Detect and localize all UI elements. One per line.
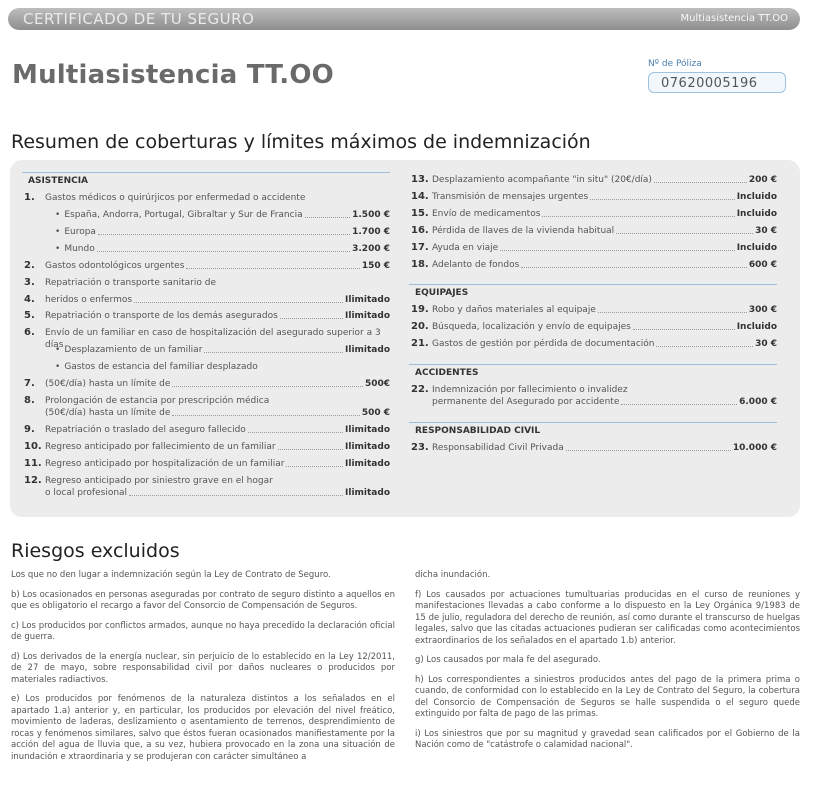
row-number: 20. [411,321,429,332]
row-number: 1. [24,192,35,203]
row-number: 18. [411,259,429,270]
section-title-accidentes: ACCIDENTES [409,364,777,379]
row-value: Ilimitado [345,459,390,469]
row-number: 11. [24,458,42,469]
row-value: Ilimitado [345,425,390,435]
row-label: • Europa [55,226,96,238]
riesgos-paragraph: c) Los producidos por conflictos armados, aunque no haya precedido la declaración oficial de guerra. [11,620,395,642]
row-label: (50€/día) hasta un límite de [45,408,171,418]
row-number: 15. [411,208,429,219]
row-value: Ilimitado [345,311,390,321]
row-value: 300 € [748,305,777,315]
row-number: 17. [411,242,429,253]
row-value: Ilimitado [345,345,390,355]
row-value: 3.200 € [352,244,390,254]
row-number: 5. [24,310,35,321]
row-number: 10. [24,441,42,452]
row-value: 1.700 € [352,227,390,237]
row-label: • Desplazamiento de un familiar [55,344,202,356]
row-value: Incluido [736,209,777,219]
row-value: 500€ [364,379,390,389]
row-label: • España, Andorra, Portugal, Gibraltar y Sur de Francia [55,209,303,221]
row-label: Regreso anticipado por siniestro grave en el hogar [45,476,273,486]
row-label: Adelanto de fondos [432,260,520,270]
row-number: 19. [411,304,429,315]
row-value: Incluido [736,322,777,332]
row-label: Repatriación o transporte de los demás asegurados [45,311,278,321]
row-value: 30 € [755,226,777,236]
row-value: 1.500 € [352,210,390,220]
riesgos-paragraph: dicha inundación. [415,570,491,580]
row-value: Incluido [736,192,777,202]
row-label: • Mundo [55,243,95,255]
riesgos-paragraph: g) Los causados por mala fe del asegurado. [415,655,601,665]
row-label: Gastos médicos o quirúrjicos por enfermedad o accidente [45,193,306,203]
riesgos-paragraph: b) Los ocasionados en personas aseguradas por contrato de seguro distinto a aquellos en que es obligatorio el recargo a favor del Consorcio de Compensación de Seguros. [11,589,395,611]
row-label: Repatriación o traslado del aseguro fallecido [45,425,246,435]
riesgos-paragraph: f) Los causados por actuaciones tumultuarias producidas en el curso de reuniones y manifestaciones llevadas a cabo conforme a lo dispuesto en la Ley Orgánica 9/1983 de 15 de julio, reguladora del derecho de reunión, así como durante el transcurso de huelgas legales, salvo que las citadas actuaciones pudieran ser calificadas como acontecimientos extraordinarios de los señalados en el apartado 1.b) anterior. [415,589,800,646]
section-title-asistencia: ASISTENCIA [22,172,390,187]
row-label: Responsabilidad Civil Privada [432,443,564,453]
row-value: 10.000 € [732,443,777,453]
riesgos-heading: Riesgos excluidos [11,540,180,562]
row-number: 21. [411,338,429,349]
riesgos-paragraph: i) Los siniestros que por su magnitud y gravedad sean calificados por el Gobierno de la Nación como de "catástrofe o calamidad nacional". [415,728,800,750]
row-number: 7. [24,378,35,389]
poliza-number-field: 07620005196 [648,72,786,93]
row-label: Búsqueda, localización y envío de equipajes [432,322,631,332]
row-label: Gastos de gestión por pérdida de documentación [432,339,655,349]
resumen-heading: Resumen de coberturas y límites máximos de indemnización [11,131,591,153]
row-value: 30 € [755,339,777,349]
row-number: 6. [24,327,35,338]
row-value: Ilimitado [345,442,390,452]
section-title-responsabilidad: RESPONSABILIDAD CIVIL [409,422,777,437]
row-value: Ilimitado [345,488,390,498]
row-value: 600 € [748,260,777,270]
coverage-panel [10,160,800,517]
riesgos-right-column [415,570,800,760]
row-number: 22. [411,384,429,395]
row-label: Regreso anticipado por hospitalización de un familiar [45,459,285,469]
row-value: Ilimitado [345,295,390,305]
row-value: Incluido [736,243,777,253]
row-label: Pérdida de llaves de la vivienda habitual [432,226,615,236]
section-title-equipajes: EQUIPAJES [409,284,777,299]
brand-title: Multiasistencia TT.OO [12,60,334,90]
row-number: 8. [24,395,35,406]
row-number: 2. [24,260,35,271]
banner-brand: Multiasistencia TT.OO [680,13,788,24]
riesgos-paragraph: e) Los producidos por fenómenos de la naturaleza distintos a los señalados en el apartado 1.a) anterior y, en particular, los producidos por elevación del nivel freático, movimiento de laderas, deslizamiento o asentamiento de terrenos, desprendimiento de rocas y fenómenos similares, salvo que éstos fueran ocasionados manifiestamente por la acción del agua de lluvia que, a su vez, hubiera provocado en la zona una situación de inundación e xtraordinaria y se produjeran con carácter simultáneo a [11,694,395,762]
row-number: 9. [24,424,35,435]
row-label: Gastos odontológicos urgentes [45,261,185,271]
row-number: 16. [411,225,429,236]
row-number: 14. [411,191,429,202]
row-value: 500 € [361,408,390,418]
row-number: 12. [24,475,42,486]
row-label: Desplazamiento acompañante "in situ" (20€/día) [432,175,652,185]
row-value: 200 € [748,175,777,185]
row-label: o local profesional [45,488,128,498]
row-label: heridos o enfermos [45,295,133,305]
row-label: Indemnización por fallecimiento o invalidez [432,385,628,395]
row-label: permanente del Asegurado por accidente [432,397,620,407]
row-label: • Gastos de estancia del familiar desplazado [55,362,258,372]
row-value: 6.000 € [739,397,777,407]
row-number: 23. [411,442,429,453]
row-label: (50€/día) hasta un límite de [45,379,171,389]
top-banner [8,8,800,30]
row-label: Envío de un familiar en caso de hospitalización del asegurado superior a 3 días [45,328,381,350]
row-label: Transmisión de mensajes urgentes [432,192,589,202]
row-label: Robo y daños materiales al equipaje [432,305,596,315]
riesgos-paragraph: h) Los correspondientes a siniestros producidos antes del pago de la primera prima o cuando, de conformidad con lo establecido en la Ley de Contrato del Seguro, la cobertura del Consorcio de Compensación de Seguros se halle suspendida o el seguro quede extinguido por falta de pago de las primas. [415,674,800,719]
row-number: 4. [24,294,35,305]
row-number: 3. [24,277,35,288]
row-value: 150 € [361,261,390,271]
riesgos-paragraph: d) Los derivados de la energía nuclear, sin perjuicio de lo establecido en la Ley 12/2011, de 27 de mayo, sobre responsabilidad civil por daños nucleares o producidos por materiales radiactivos. [11,651,395,685]
row-label: Regreso anticipado por fallecimiento de un familiar [45,442,276,452]
poliza-label: Nº de Póliza [648,59,702,69]
row-number: 13. [411,174,429,185]
row-label: Envío de medicamentos [432,209,541,219]
row-label: Repatriación o transporte sanitario de [45,278,216,288]
banner-title: CERTIFICADO DE TU SEGURO [23,10,255,28]
row-label: Prolongación de estancia por prescripción médica [45,396,270,406]
row-label: Ayuda en viaje [432,243,499,253]
riesgos-paragraph: Los que no den lugar a indemnización según la Ley de Contrato de Seguro. [11,570,331,580]
riesgos-left-column [11,570,395,771]
